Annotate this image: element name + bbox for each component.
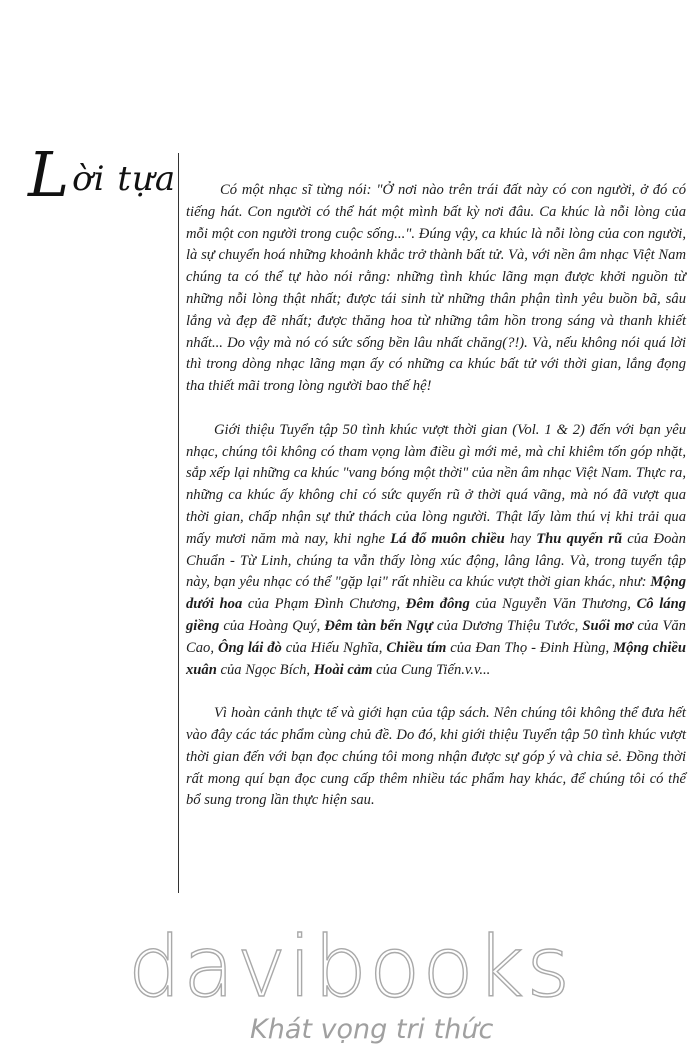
paragraph-1 bbox=[186, 180, 686, 398]
song-title: Mộng dưới hoa bbox=[186, 574, 686, 613]
text-run: của Cung Tiến.v.v... bbox=[372, 661, 491, 678]
watermark-brand: davibooks bbox=[127, 918, 573, 1016]
watermark-slogan: Khát vọng tri thức bbox=[250, 1014, 494, 1045]
heading-rest: ời tựa bbox=[72, 159, 177, 199]
song-title: Lá đổ muôn chiều bbox=[390, 530, 505, 547]
song-title: Cô láng giềng bbox=[186, 596, 686, 634]
text-run: của Ngọc Bích, bbox=[216, 661, 314, 678]
text-run: của Đan Thọ - Đinh Hùng, bbox=[446, 639, 614, 656]
text-run: hay bbox=[504, 530, 537, 547]
text-run: của Nguyễn Văn Thương, bbox=[469, 596, 637, 613]
song-title: Thu quyến rũ bbox=[536, 530, 623, 547]
text-run: Giới thiệu Tuyển tập 50 tình khúc vượt thời gian (Vol. 1 & 2) đến với bạn yêu nhạc, chúng tôi không có tham vọng làm điều gì mới mẻ, mà chỉ khiêm tốn góp nhặt, sắp xếp lại những ca khúc "vang bóng một thời" của nền âm nhạc Việt Nam. Thực ra, những ca khúc ấy không chỉ có sức quyến rũ ở thời quá vãng, mà nó đã vượt qua thời gian, chấp nhận sự thử thách của lòng người. Thật lấy làm thú vị khi trải qua mấy mươi năm mà nay, khi nghe bbox=[186, 421, 686, 547]
preface-body bbox=[186, 180, 686, 834]
heading-initial: L bbox=[28, 138, 71, 211]
text-run: của Dương Thiệu Tước, bbox=[432, 617, 583, 634]
text-run: Có một nhạc sĩ từng nói: "Ở nơi nào trên trái đất này có con người, ở đó có tiếng hát. Con người có thể hát một mình bất kỳ nơi đâu. Ca khúc là nỗi lòng của mỗi một con người trong cuộc sống...". Đúng vậy, ca khúc là nỗi lòng của con người, là sự chuyển hoá những khoảnh khắc trở thành bất tử. Và, với nền âm nhạc Việt Nam chúng ta có thể tự hào nói rằng: những tình khúc lãng mạn được khởi nguồn từ những nỗi lòng thật nhất; được tái sinh từ những thân phận tình yêu buồn bã, sâu lắng và đẹp đẽ nhất; được thăng hoa từ những tâm hồn trong sáng và thanh khiết nhất... Do vậy mà nó có sức sống bền lâu nhất chăng(?!). Và, nếu không nói quá lời thì trong dòng nhạc lãng mạn ấy có những ca khúc bất tử với thời gian, lắng đọng tha thiết mãi trong lòng người bao thế hệ! bbox=[186, 182, 686, 395]
song-title: Suối mơ bbox=[582, 617, 634, 634]
text-run: của Văn Cao, bbox=[186, 617, 686, 656]
song-title: Chiều tím bbox=[386, 639, 447, 656]
preface-heading bbox=[28, 138, 176, 211]
song-title: Ông lái đò bbox=[217, 639, 282, 656]
text-run: của Hoàng Quý, bbox=[219, 617, 325, 634]
paragraph-3 bbox=[186, 703, 686, 812]
text-run: của Hiếu Nghĩa, bbox=[281, 639, 387, 656]
text-run: Vì hoàn cảnh thực tế và giới hạn của tập sách. Nên chúng tôi không thể đưa hết vào đây các tác phẩm cùng chủ đề. Do đó, khi giới thiệu Tuyển tập 50 tình khúc vượt thời gian đến với bạn đọc chúng tôi mong nhận được sự góp ý và chia sẻ. Đồng thời rất mong quí bạn đọc cung cấp thêm nhiều tác phẩm hay khác, để chúng tôi có thể bổ sung trong lần thực hiện sau. bbox=[186, 705, 686, 809]
text-run: của Đoàn Chuẩn - Từ Linh, chúng ta vẫn thấy lòng xúc động, lâng lâng. Và, trong tuyển tập này, bạn yêu nhạc có thể "gặp lại" rất nhiều ca khúc vượt thời gian khác, như: bbox=[186, 530, 686, 591]
vertical-divider bbox=[178, 153, 179, 893]
paragraph-2 bbox=[186, 420, 686, 682]
song-title: Mộng chiều xuân bbox=[186, 639, 686, 678]
song-title: Đêm đông bbox=[405, 596, 470, 613]
text-run: của Phạm Đình Chương, bbox=[242, 596, 406, 613]
song-title: Đêm tàn bến Ngự bbox=[324, 617, 433, 634]
song-title: Hoài cảm bbox=[313, 661, 373, 678]
